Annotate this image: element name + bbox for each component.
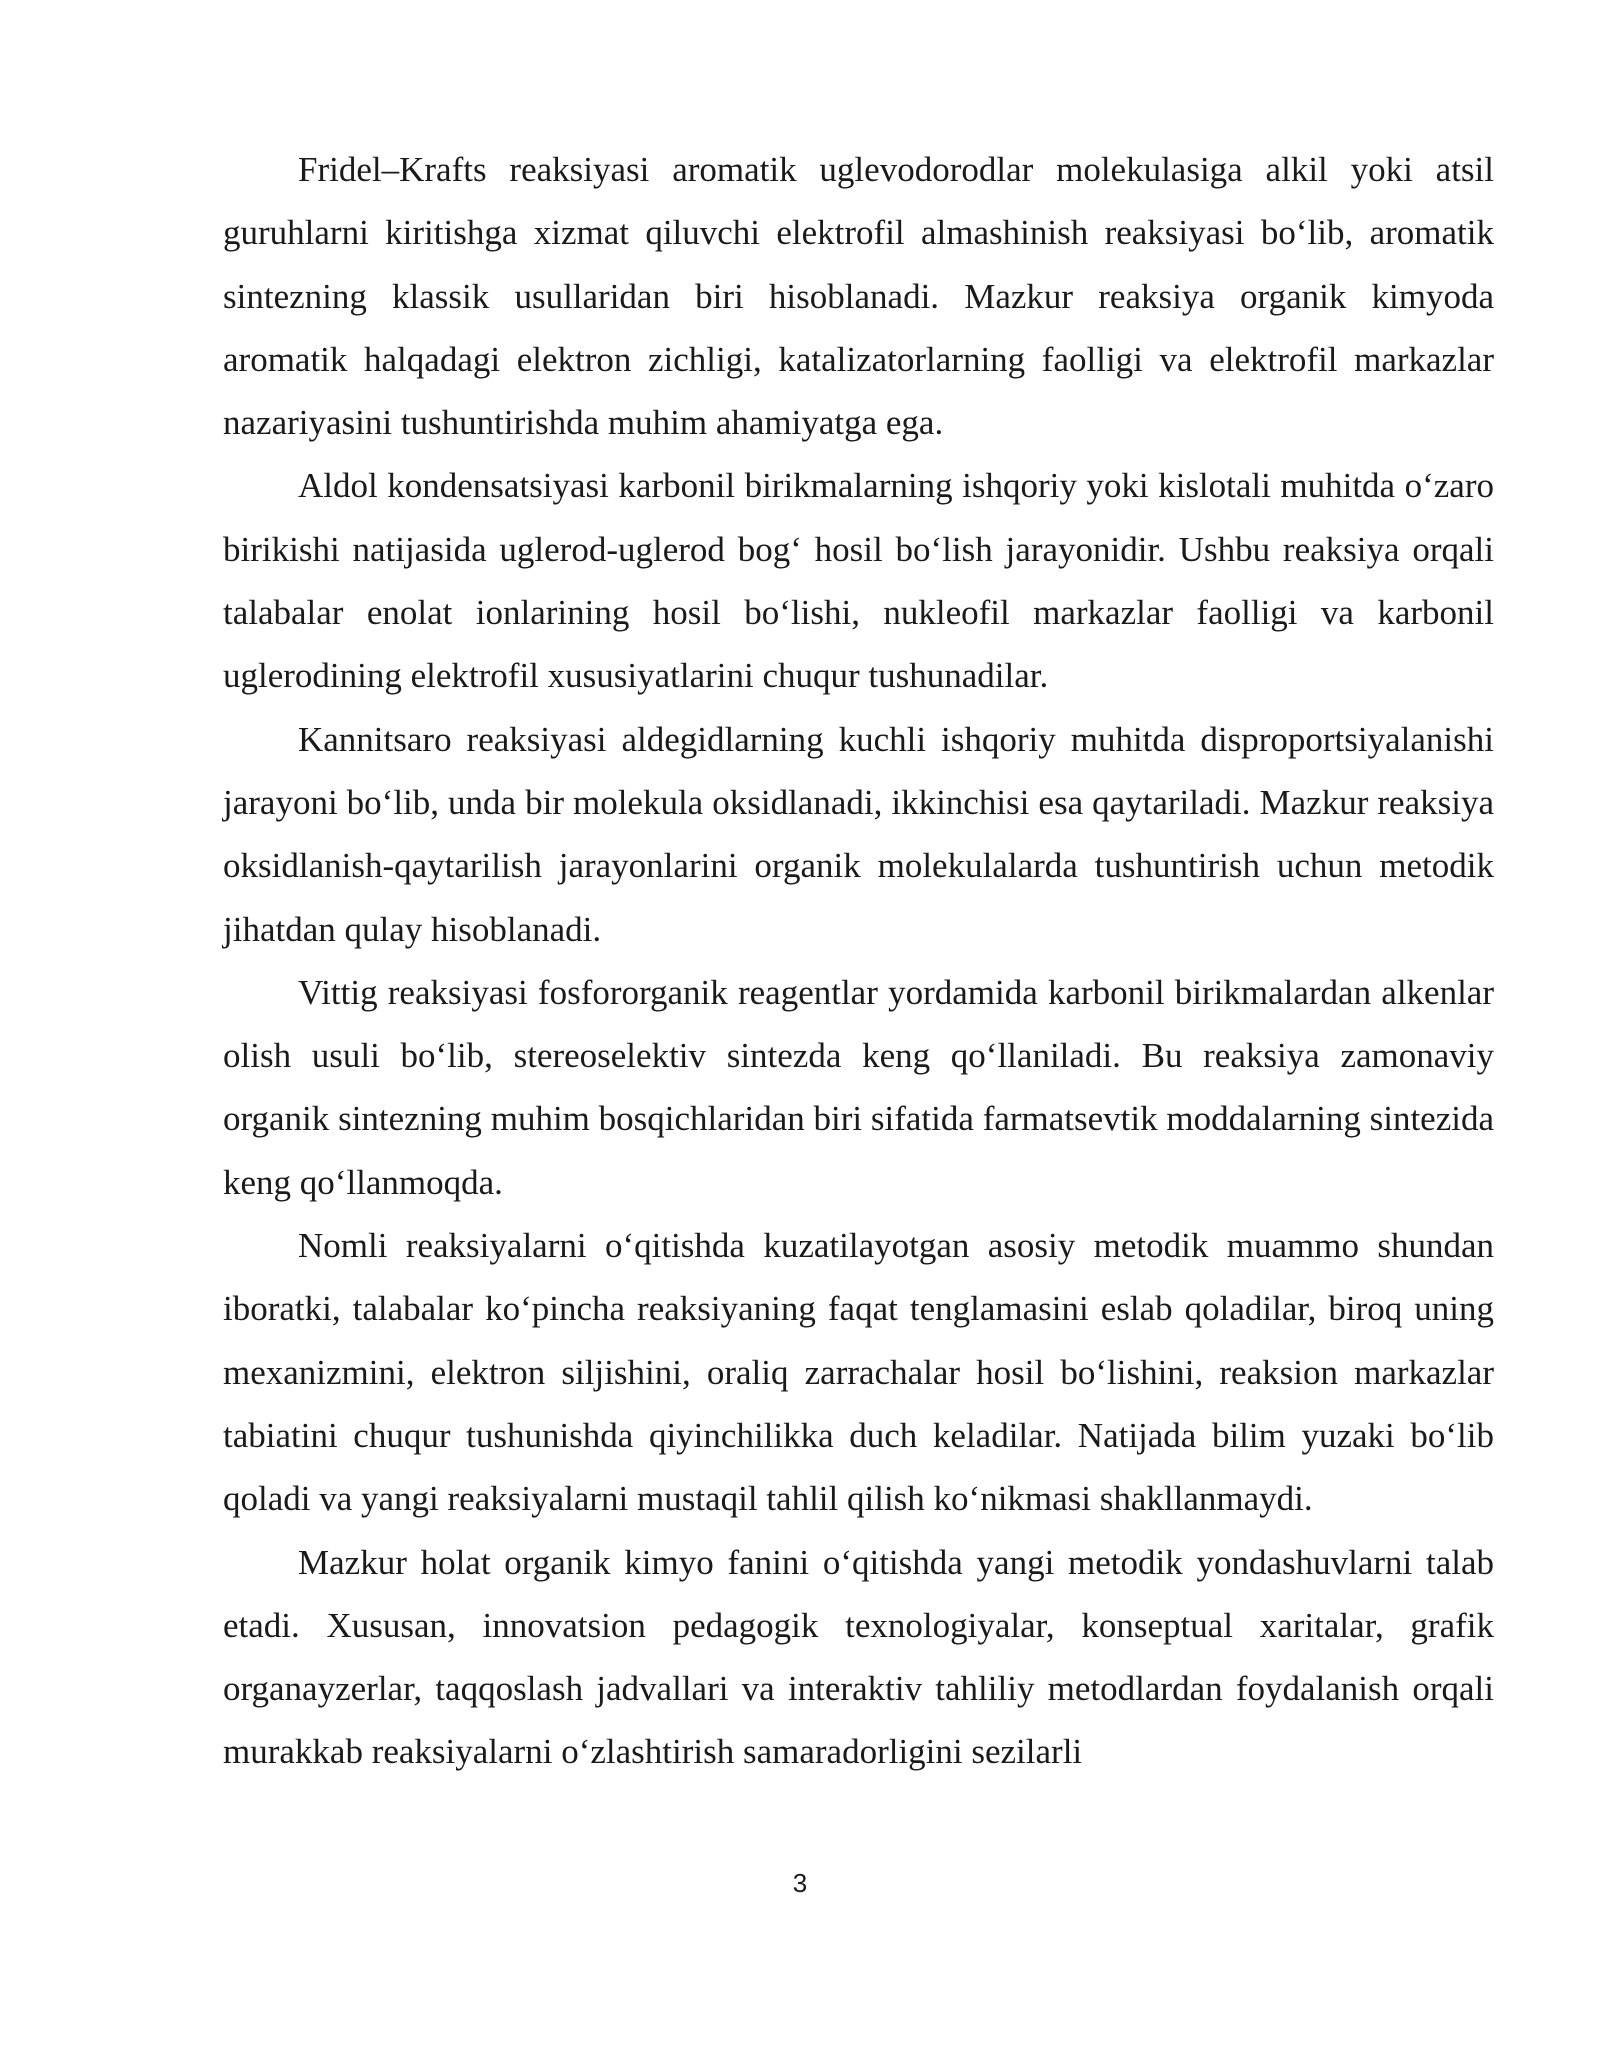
- paragraph-wittig: Vittig reaksiyasi fosfororganik reagentlar yordamida karbonil birikmalardan alkenlar olish usuli bo‘lib, stereoselektiv sintezda keng qo‘llaniladi. Bu reaksiya zamonaviy organik sintezning muhim bosqichlaridan biri sifatida farmatsevtik moddalarning sintezida keng qo‘llanmoqda.: [223, 972, 1494, 1202]
- page-number: 3: [792, 1868, 808, 1898]
- paragraph-cannizzaro: Kannitsaro reaksiyasi aldegidlarning kuchli ishqoriy muhitda disproportsiyalanishi jarayoni bo‘lib, unda bir molekula oksidlanadi, ikkinchisi esa qaytariladi. Mazkur reaksiya oksidlanish-qaytarilish jarayonlarini organik molekulalarda tushuntirish uchun metodik jihatdan qulay hisoblanadi.: [223, 719, 1494, 949]
- document-body: [223, 138, 1494, 1784]
- paragraph-friedel-crafts: Fridel–Krafts reaksiyasi aromatik uglevodorodlar molekulasiga alkil yoki atsil guruhlarni kiritishga xizmat qiluvchi elektrofil almashinish reaksiyasi bo‘lib, aromatik sintezning klassik usullaridan biri hisoblanadi. Mazkur reaksiya organik kimyoda aromatik halqadagi elektron zichligi, katalizatorlarning faolligi va elektrofil markazlar nazariyasini tushuntirishda muhim ahamiyatga ega.: [223, 150, 1494, 443]
- paragraph-methodical-problem: Nomli reaksiyalarni o‘qitishda kuzatilayotgan asosiy metodik muammo shundan iboratki, talabalar ko‘pincha reaksiyaning faqat tenglamasini eslab qoladilar, biroq uning mexanizmini, elektron siljishini, oraliq zarrachalar hosil bo‘lishini, reaksion markazlar tabiatini chuqur tushunishda qiyinchilikka duch keladilar. Natijada bilim yuzaki bo‘lib qoladi va yangi reaksiyalarni mustaqil tahlil qilish ko‘nikmasi shakllanmaydi.: [223, 1226, 1494, 1519]
- paragraph-aldol: Aldol kondensatsiyasi karbonil birikmalarning ishqoriy yoki kislotali muhitda o‘zaro birikishi natijasida uglerod-uglerod bog‘ hosil bo‘lish jarayonidir. Ushbu reaksiya orqali talabalar enolat ionlarining hosil bo‘lishi, nukleofil markazlar faolligi va karbonil uglerodining elektrofil xususiyatlarini chuqur tushunadilar.: [223, 466, 1494, 696]
- paragraph-new-approaches: Mazkur holat organik kimyo fanini o‘qitishda yangi metodik yondashuvlarni talab etadi. Xususan, innovatsion pedagogik texnologiyalar, konseptual xaritalar, grafik organayzerlar, taqqoslash jadvallari va interaktiv tahliliy metodlardan foydalanish orqali murakkab reaksiyalarni o‘zlashtirish samaradorligini sezilarli: [223, 1542, 1494, 1772]
